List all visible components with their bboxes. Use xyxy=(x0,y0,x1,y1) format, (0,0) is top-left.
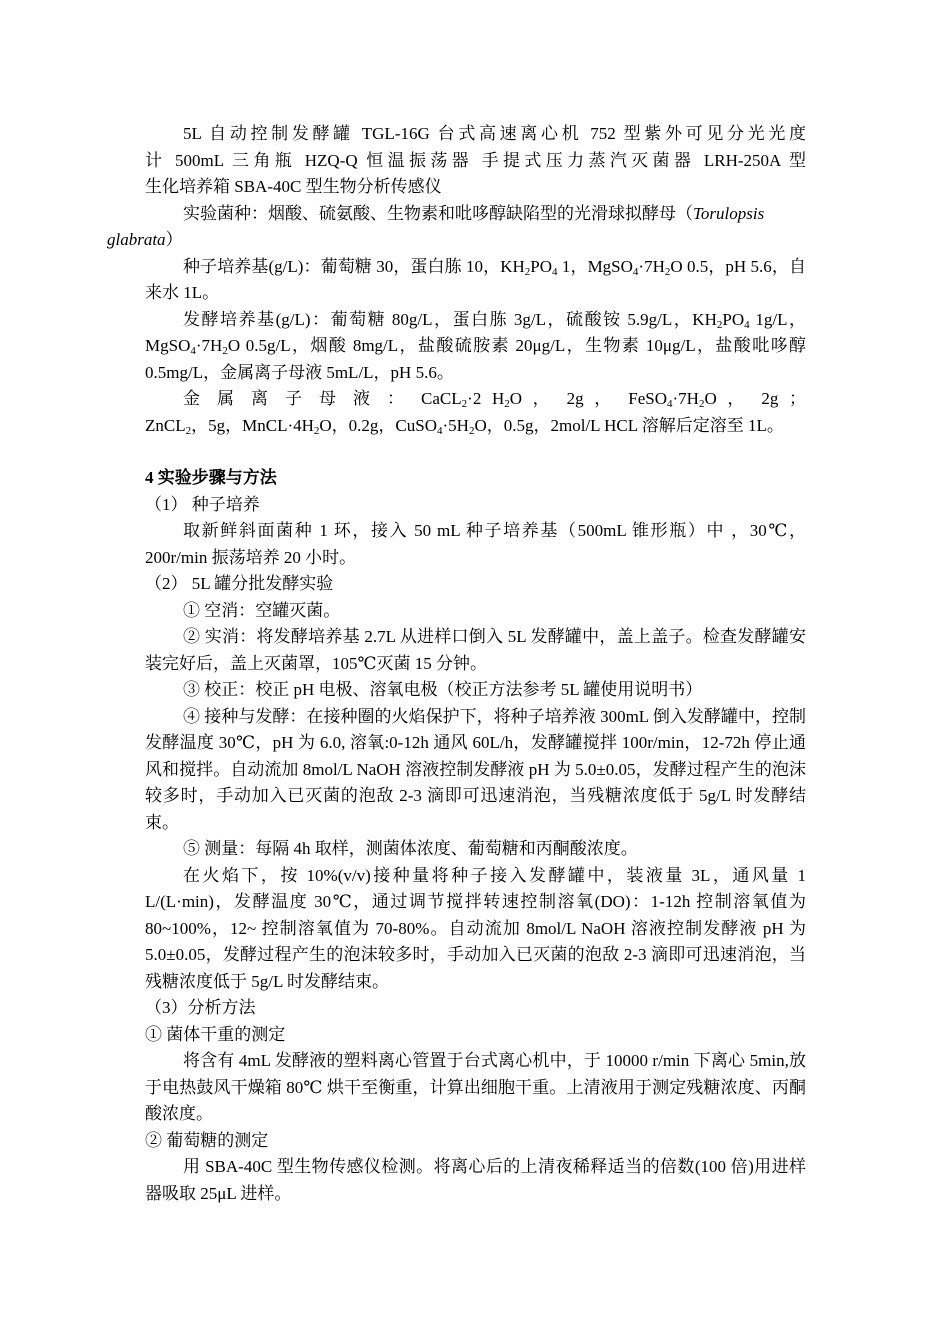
metal-solution-line-2: ZnCL$_2$，5g，$MnCL\cdot 4H_2O$，0.2g，$CuSO_4\cdot 5H_2O$，0.5g，2mol/L HCL 溶解后定溶至 1L。 xyxy=(145,415,784,437)
analysis-dry-weight-title: ① 菌体干重的测定 xyxy=(145,1024,286,1044)
equipment-line-2: 计 500mL 三角瓶 HZQ-Q 恒温振荡器 手提式压力蒸汽灭菌器 LRH-250A 型 xyxy=(145,150,806,170)
species-name: glabrata xyxy=(107,230,166,249)
strain-paragraph: 实验菌种：烟酸、硫氨酸、生物素和吡哆醇缺陷型的光滑球拟酵母（Torulopsis glabrata） xyxy=(107,203,765,249)
seed-culture-paragraph: 取新鲜斜面菌种 1 环，接入 50 mL 种子培养基（500mL 锥形瓶）中 ，30℃，200r/min 振荡培养 20 小时。 xyxy=(145,521,806,567)
analysis-dry-weight-body: 将含有 4mL 发酵液的塑料离心管置于台式离心机中，于 10000 r/min 下离心 5min,放于电热鼓风干燥箱 80℃ 烘干至衡重，计算出细胞干重。上清液用于测定残糖浓度、丙酮酸浓度。 xyxy=(145,1051,806,1123)
species-genus: Torulopsis xyxy=(693,203,765,223)
equipment-line-3: 生化培养箱 SBA-40C 型生物分析传感仪 xyxy=(145,177,442,196)
analysis-glucose-title: ② 葡萄糖的测定 xyxy=(145,1130,269,1150)
step-empty-sterilize: ① 空消：空罐灭菌。 xyxy=(183,600,341,620)
subsection-batch-title: （2） 5L 罐分批发酵实验 xyxy=(145,574,334,593)
step-actual-sterilize: ② 实消：将发酵培养基 2.7L 从进样口倒入 5L 发酵罐中，盖上盖子。检查发酵罐安装完好后，盖上灭菌罩，105℃灭菌 15 分钟。 xyxy=(145,627,806,673)
analysis-glucose-body: 用 SBA-40C 型生物传感仪检测。将离心后的上清夜稀释适当的倍数(100 倍)用进样器吸取 25μL 进样。 xyxy=(145,1157,806,1203)
subsection-seed-title: （1） 种子培养 xyxy=(145,494,260,514)
step-inoculate: ④ 接种与发酵：在接种圈的火焰保护下，将种子培养液 300mL 倒入发酵罐中，控制发酵温度 30℃，pH 为 6.0, 溶氧:0-12h 通风 60L/h，发酵罐搅拌 100r/min，12-72h 停止通风和搅拌。自动流加 8mol/L NaOH 溶液控制发酵液 pH 为 5.0±0.05，发酵过程产生的泡沫较多时，手动加入已灭菌的泡敌 2-3 滴即可迅速消泡，当残糖浓度低于 5g/L 时发酵结束。 xyxy=(145,706,806,832)
step-calibrate: ③ 校正：校正 pH 电极、溶氧电极（校正方法参考 5L 罐使用说明书） xyxy=(183,680,703,699)
document-body xyxy=(107,121,807,1207)
equipment-line-1: 5L 自动控制发酵罐 TGL-16G 台式高速离心机 752 型紫外可见分光光度 xyxy=(183,124,806,143)
step-measure: ⑤ 测量：每隔 4h 取样，测菌体浓度、葡萄糖和丙酮酸浓度。 xyxy=(183,839,638,858)
ferm-medium-paragraph: 发酵培养基(g/L)：葡萄糖 80g/L，蛋白胨 3g/L，硫酸铵 5.9g/L，$KH_2PO_4$ 1g/L，$MgSO_4\cdot 7H_2O$ 0.5g/L，烟酸 8mg/L，盐酸硫胺素 20μg/L，生物素 10μg/L，盐酸吡哆醇 0.5mg/L，金属离子母液 5mL/L，pH 5.6。 xyxy=(145,309,806,382)
subsection-analysis-title: （3）分析方法 xyxy=(145,998,256,1017)
seed-medium-paragraph: 种子培养基(g/L)：葡萄糖 30，蛋白胨 10，$KH_2PO_4$ 1，$MgSO_4\cdot 7H_2O$ 0.5，pH 5.6，自来水 1L。 xyxy=(145,256,806,302)
flame-paragraph: 在火焰下，按 10%(v/v)接种量将种子接入发酵罐中，装液量 3L，通风量 1 L/(L·min)，发酵温度 30℃，通过调节搅拌转速控制溶氧(DO)：1-12h 控制溶氧值为 80~100%，12~ 控制溶氧值为 70-80%。自动流加 8mol/L NaOH 溶液控制发酵液 pH 为 5.0±0.05，发酵过程产生的泡沫较多时，手动加入已灭菌的泡敌 2-3 滴即可迅速消泡，当残糖浓度低于 5g/L 时发酵结束。 xyxy=(145,865,806,991)
metal-solution-line-1: 金 属 离 子 母 液 ： CaCL$_2$·2 $H_2O$ ， 2g ， $FeSO_4\cdot 7H_2O$ ， 2g ； xyxy=(183,389,807,410)
section-heading: 4 实验步骤与方法 xyxy=(145,468,277,487)
